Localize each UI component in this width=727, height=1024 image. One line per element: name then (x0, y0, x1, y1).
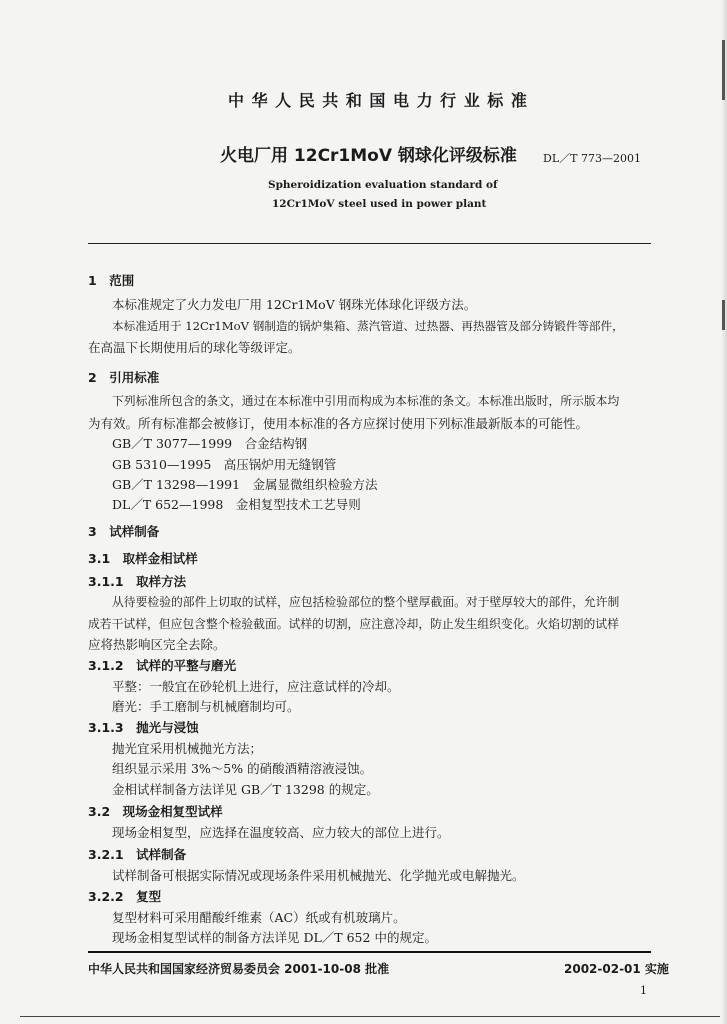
subsection-3-2-1-heading: 3.2.1 试样制备 (88, 847, 187, 862)
subsection-3-1-1-paragraph: 应将热影响区完全去除。 (88, 637, 226, 652)
subsection-3-2-2-heading: 3.2.2 复型 (88, 889, 162, 904)
scan-edge-mark (722, 40, 725, 100)
page-number: 1 (640, 984, 647, 997)
subsection-3-1-2-paragraph: 磨光：手工磨制与机械磨制均可。 (112, 699, 300, 714)
subsection-3-1-3-heading: 3.1.3 抛光与浸蚀 (88, 720, 199, 735)
scan-edge-mark (722, 300, 725, 330)
english-title-line-2: 12Cr1MoV steel used in power plant (272, 198, 487, 210)
subsection-3-1-1-paragraph: 从待要检验的部件上切取的试样，应包括检验部位的整个壁厚截面。对于壁厚较大的部件，允许制 (112, 595, 620, 609)
section-1-heading: 1 范围 (88, 273, 135, 288)
issuing-body-title: 中 华 人 民 共 和 国 电 力 行 业 标 准 (228, 91, 528, 110)
standard-code: DL／T 773—2001 (543, 152, 641, 165)
subsection-3-1-2-heading: 3.1.2 试样的平整与磨光 (88, 658, 237, 673)
subsection-3-2-1-paragraph: 试样制备可根据实际情况或现场条件采用机械抛光、化学抛光或电解抛光。 (112, 868, 525, 883)
section-1-paragraph: 本标准适用于 12Cr1MoV 钢制造的锅炉集箱、蒸汽管道、过热器、再热器管及部分铸锻件等部件， (112, 319, 624, 333)
subsection-3-1-1-paragraph: 成若干试样，但应包含整个检验截面。试样的切割，应注意冷却，防止发生组织变化。火焰切割的试样 (88, 617, 619, 631)
reference-item: GB／T 13298—1991 金属显微组织检验方法 (112, 477, 378, 492)
approval-line: 中华人民共和国国家经济贸易委员会 2001-10-08 批准 (88, 962, 390, 976)
footer-divider (88, 951, 651, 953)
reference-item: DL／T 652—1998 金相复型技术工艺导则 (112, 497, 361, 512)
subsection-3-2-2-paragraph: 现场金相复型试样的制备方法详见 DL／T 652 中的规定。 (112, 930, 437, 945)
subsection-3-1-heading: 3.1 取样金相试样 (88, 551, 198, 566)
scan-edge-shadow (721, 0, 727, 1024)
bottom-scan-line (20, 1016, 720, 1017)
section-1-paragraph: 本标准规定了火力发电厂用 12Cr1MoV 钢珠光体球化评级方法。 (112, 297, 477, 312)
implementation-date: 2002-02-01 实施 (564, 962, 669, 976)
subsection-3-1-1-heading: 3.1.1 取样方法 (88, 574, 187, 589)
section-2-heading: 2 引用标准 (88, 370, 160, 385)
subsection-3-2-heading: 3.2 现场金相复型试样 (88, 804, 223, 819)
subsection-3-1-3-paragraph: 抛光宜采用机械抛光方法； (112, 741, 263, 756)
subsection-3-2-2-paragraph: 复型材料可采用醋酸纤维素（AC）纸或有机玻璃片。 (112, 910, 406, 925)
section-2-paragraph: 下列标准所包含的条文，通过在本标准中引用而构成为本标准的条文。本标准出版时，所示版本均 (112, 394, 620, 408)
document-title: 火电厂用 12Cr1MoV 钢球化评级标准 (220, 146, 517, 166)
section-3-heading: 3 试样制备 (88, 524, 160, 539)
subsection-3-1-3-paragraph: 组织显示采用 3%～5% 的硝酸酒精溶液浸蚀。 (112, 761, 373, 776)
subsection-3-1-2-paragraph: 平整：一般宜在砂轮机上进行，应注意试样的冷却。 (112, 679, 400, 694)
section-2-paragraph: 为有效。所有标准都会被修订，使用本标准的各方应探讨使用下列标准最新版本的可能性。 (88, 416, 589, 431)
english-title-line-1: Spheroidization evaluation standard of (268, 179, 498, 191)
subsection-3-1-3-paragraph: 金相试样制备方法详见 GB／T 13298 的规定。 (112, 782, 379, 797)
subsection-3-2-paragraph: 现场金相复型，应选择在温度较高、应力较大的部位上进行。 (112, 825, 450, 840)
reference-item: GB 5310—1995 高压锅炉用无缝钢管 (112, 457, 337, 472)
header-divider (88, 243, 651, 244)
section-1-paragraph: 在高温下长期使用后的球化等级评定。 (88, 340, 301, 355)
reference-item: GB／T 3077—1999 合金结构钢 (112, 436, 308, 451)
